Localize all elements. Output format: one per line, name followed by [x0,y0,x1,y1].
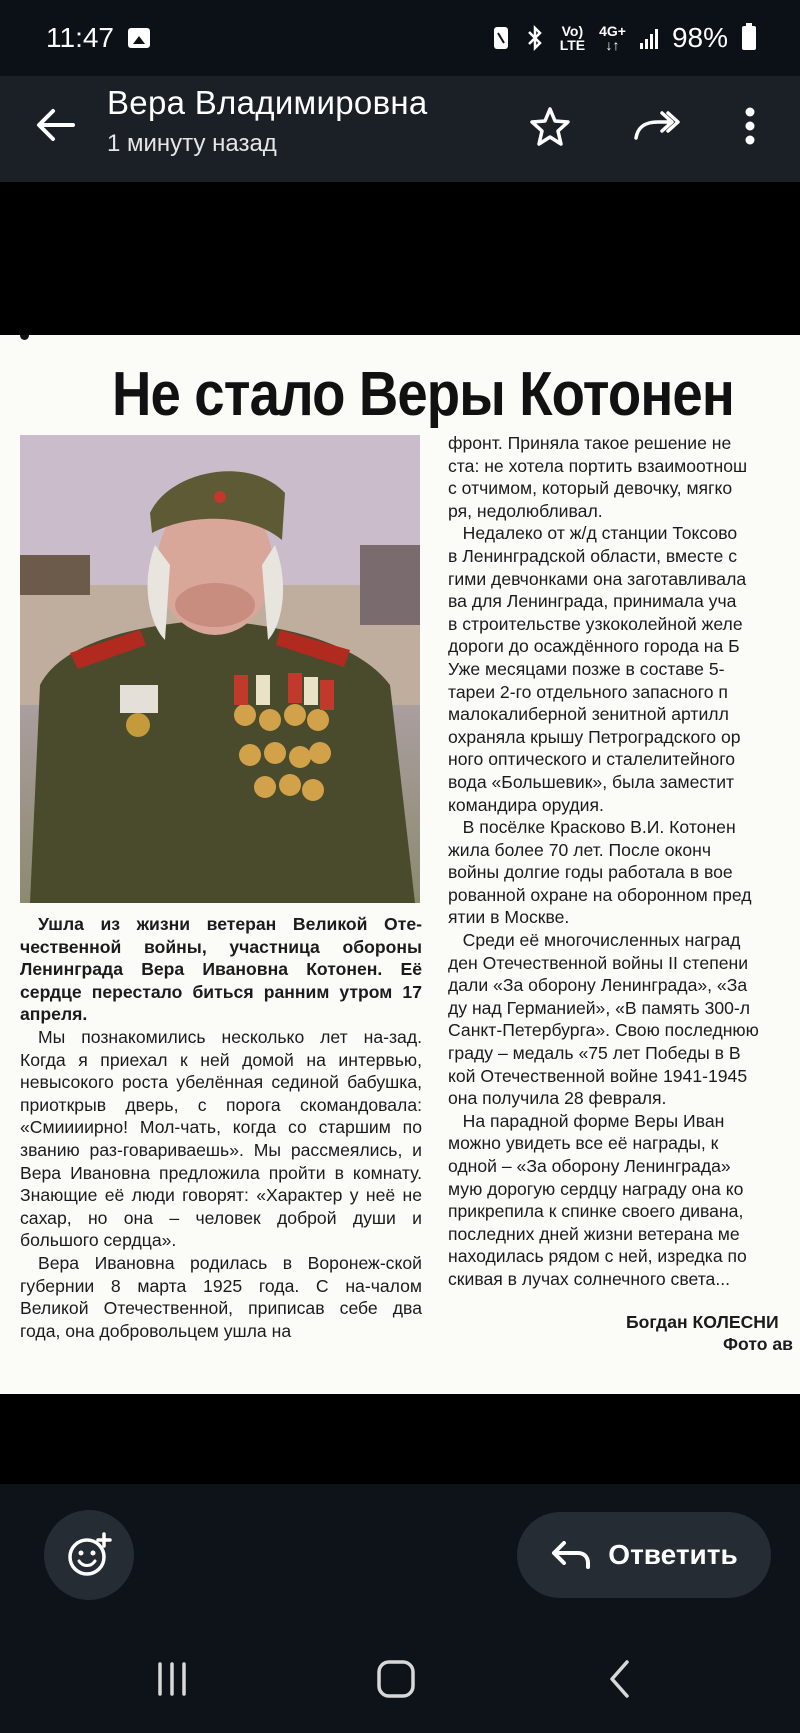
article-lead: Ушла из жизни ветеран Великой Оте-чественной войны, участница обороны Ленинграда Вера Ивановна Котонен. Её сердце перестало биться ранним утром 17 апреля. [20,914,422,1025]
article-line: вода «Большевик», была заместит [448,771,735,792]
article-author: Богдан КОЛЕСНИ [626,1311,779,1332]
back-icon [607,1659,633,1699]
article-line: Недалеко от ж/д станции Токсово [448,523,738,544]
article-line: скивая в лучах солнечного света... [448,1268,731,1289]
article-line: с отчимом, который девочку, мягко [448,478,733,499]
system-nav-bar [0,1644,800,1714]
article-left-column [20,913,422,1342]
article-line: Уже месяцами позже в составе 5- [448,658,725,679]
attached-image[interactable] [0,335,800,1394]
message-time: 1 минуту назад [107,130,277,157]
article-line: войны долгие годы работала в вое [448,862,733,883]
article-line: прикрепила к спинке своего дивана, [448,1201,744,1222]
article-line: дали «За оборону Ленинграда», «За [448,975,748,996]
article-line: в строительстве узкоколейной желе [448,613,743,634]
article-line: она получила 28 февраля. [448,1088,667,1109]
article-line: малокалиберной зенитной артилл [448,704,729,725]
bluetooth-icon [524,25,546,51]
nav-back-button[interactable] [590,1654,650,1704]
article-line: кой Отечественной войне 1941-1945 [448,1065,748,1086]
photo-credit: Фото ав [723,1334,793,1355]
app-header [0,76,800,182]
back-button[interactable] [30,100,80,150]
signal-icon [640,27,658,49]
article-paragraph: Мы познакомились несколько лет на-зад. Когда я приехал к ней домой на интервью, невысокого роста убелённая сединой бабушка, приоткрыв дверь, с порога скомандовала: «Смиииирно! Мол-чать, когда со старшим по званию раз-говариваешь». Мы рассмеялись, и Вера Ивановна предложила пройти в комнату. Знающие её люди говорят: «Характер у неё не сахар, но она – человек доброй души и большого сердца». [20,1026,422,1251]
article-paragraph: Вера Ивановна родилась в Воронеж-ской губернии 8 марта 1925 года. С на-чалом Великой Отечественной, приписав себе два года, она добровольцем ушла на [20,1252,422,1341]
article-line: в Ленинградской области, вместе с [448,545,738,566]
reply-arrow-icon [550,1539,592,1571]
article-line: ден Отечественной войны II степени [448,952,749,973]
image-bottom-margin [0,1394,800,1484]
4g-bottom: ↓↑ [605,37,620,53]
article-line: мую дорогую сердцу награду она ко [448,1178,744,1199]
article-right-column [448,432,800,1356]
article-line: Среди её многочисленных наград [448,930,741,951]
image-top-margin [0,182,800,335]
status-time: 11:47 [46,22,114,53]
article-line: фронт. Приняла такое решение не [448,433,732,453]
forward-icon [632,108,680,144]
article-line: находилась рядом с ней, изредка по [448,1246,747,1267]
article-line: Санкт-Петербурга». Свою последнюю [448,1020,759,1041]
article-line: ного оптического и сталелитейного [448,749,736,770]
status-left [46,22,150,54]
article-line: ду над Германией», «В память 300-л [448,997,751,1018]
article-line: тареи 2-го отдельного запасного п [448,681,728,702]
emoji-add-icon [66,1532,112,1578]
recent-apps-button[interactable] [142,1654,202,1704]
veteran-portrait-illustration [20,435,420,903]
article-line: дороги до осаждённого города на Б [448,636,740,657]
volte-top: Vo) [561,23,584,39]
article-line: одной – «За оборону Ленинграда» [448,1156,731,1176]
add-reaction-button[interactable] [44,1510,134,1600]
star-icon [529,106,571,146]
gallery-icon [128,28,150,48]
article-line: граду – медаль «75 лет Победы в В [448,1043,741,1064]
recent-apps-icon [152,1661,192,1697]
corner-mark [20,335,29,340]
status-bar [0,0,800,76]
4g-top: 4G+ [599,23,626,39]
article-line: последних дней жизни ветерана ме [448,1223,740,1244]
reply-label: Ответить [608,1539,738,1570]
reply-button[interactable] [517,1512,771,1598]
article-line: В посёлке Красково В.И. Котонен [448,817,736,838]
4g-indicator [599,24,626,52]
article-line: На парадной форме Веры Иван [448,1110,725,1131]
home-button[interactable] [366,1654,426,1704]
article-line: рованной охране на оборонном пред [448,884,752,905]
veteran-photo [20,435,420,903]
volte-indicator [560,24,585,52]
article-line: ятии в Москве. [448,907,570,928]
battery-icon [742,26,756,50]
back-arrow-icon [35,107,75,143]
article-line: командира орудия. [448,794,604,815]
article-line: охраняла крышу Петроградского ор [448,726,741,747]
article-line: ря, недолюбливал. [448,500,603,521]
battery-percent: 98% [671,22,728,53]
nfc-icon [492,25,510,51]
bottom-action-bar [0,1484,800,1733]
article-line: ста: не хотела портить взаимоотнош [448,455,748,476]
home-icon [376,1659,416,1699]
article-line: ва для Ленинграда, принимала уча [448,591,737,612]
volte-bottom: LTE [559,37,586,53]
article-line: жила более 70 лет. После оконч [448,839,712,860]
article-line: можно увидеть все её награды, к [448,1133,719,1154]
forward-button[interactable] [630,100,682,152]
status-right [492,22,756,54]
sender-name: Вера Владимировна [107,84,428,121]
more-options-button[interactable] [724,100,776,152]
article-line: гими девчонками она заготавливала [448,568,747,589]
more-vert-icon [744,106,756,146]
article-headline: Не стало Веры Котонен [112,360,734,429]
star-button[interactable] [524,100,576,152]
